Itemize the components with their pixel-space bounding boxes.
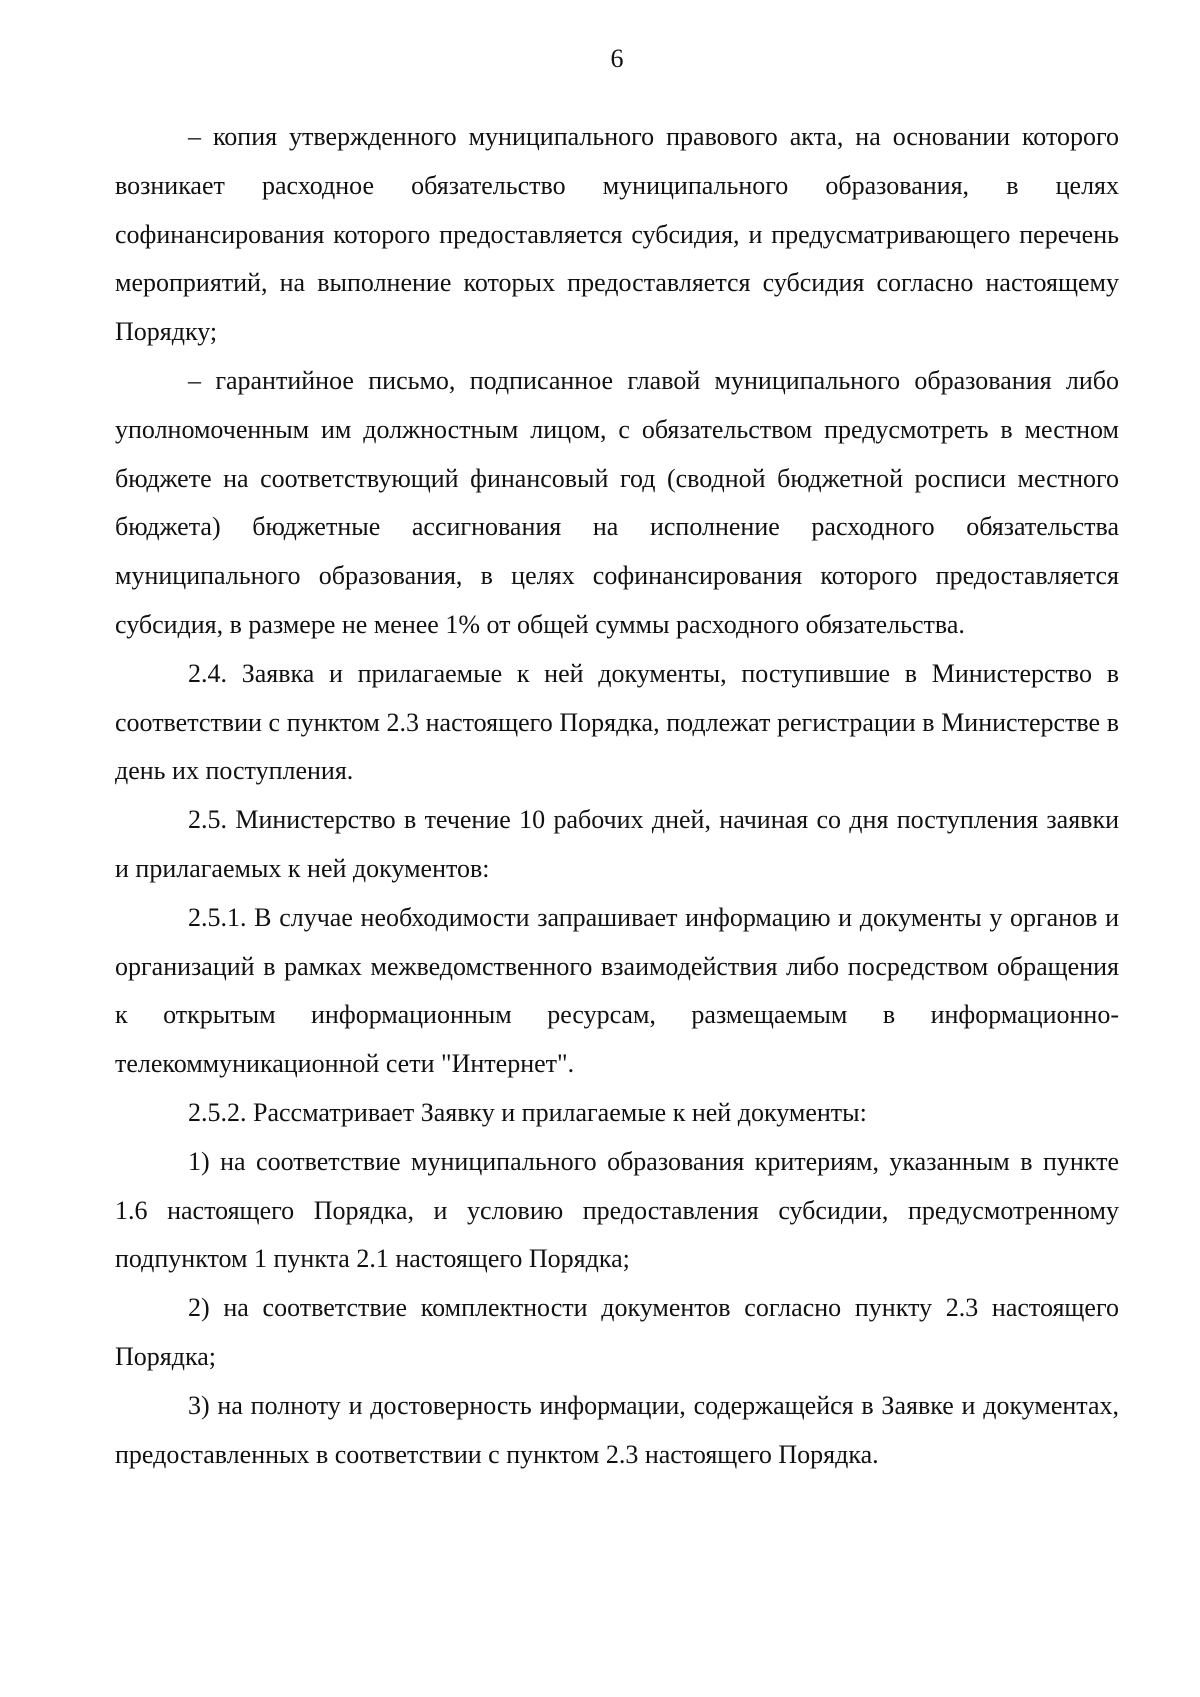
list-item-2: 2) на соответствие комплектности документов согласно пункту 2.3 настоящего Порядка;	[115, 1293, 1119, 1371]
paragraph-municipal-act-copy: – копия утвержденного муниципального правового акта, на основании которого возникает расходное обязательство муниципального образования, в целях софинансирования которого предоставляется субсидия, и предусматривающего перечень мероприятий, на выполнение которых предоставляется субсидия согласно настоящему Порядку;	[115, 122, 1119, 347]
document-body	[115, 113, 1119, 1479]
paragraph-2-5-2: 2.5.2. Рассматривает Заявку и прилагаемые к ней документы:	[188, 1097, 867, 1127]
paragraph-2-4: 2.4. Заявка и прилагаемые к ней документы, поступившие в Министерство в соответствии с пунктом 2.3 настоящего Порядка, подлежат регистрации в Министерстве в день их поступления.	[115, 658, 1119, 786]
list-item-1: 1) на соответствие муниципального образования критериям, указанным в пункте 1.6 настоящего Порядка, и условию предоставления субсидии, предусмотренному подпунктом 1 пункта 2.1 настоящего Порядка;	[115, 1146, 1119, 1274]
paragraph-2-5: 2.5. Министерство в течение 10 рабочих дней, начиная со дня поступления заявки и прилагаемых к ней документов:	[115, 805, 1119, 883]
paragraph-2-5-1: 2.5.1. В случае необходимости запрашивает информацию и документы у органов и организаций в рамках межведомственного взаимодействия либо посредством обращения к открытым информационным ресурсам, размещаемым в информационно-телекоммуникационной сети "Интернет".	[115, 902, 1119, 1079]
list-item-3: 3) на полноту и достоверность информации, содержащейся в Заявке и документах, предоставленных в соответствии с пунктом 2.3 настоящего Порядка.	[115, 1390, 1119, 1469]
page-number: 6	[610, 44, 624, 73]
paragraph-guarantee-letter: – гарантийное письмо, подписанное главой муниципального образования либо уполномоченным им должностным лицом, с обязательством предусмотреть в местном бюджете на соответствующий финансовый год (сводной бюджетной росписи местного бюджета) бюджетные ассигнования на исполнение расходного обязательства муниципального образования, в целях софинансирования которого предоставляется субсидия, в размере не менее 1% от общей суммы расходного обязательства.	[115, 365, 1119, 639]
